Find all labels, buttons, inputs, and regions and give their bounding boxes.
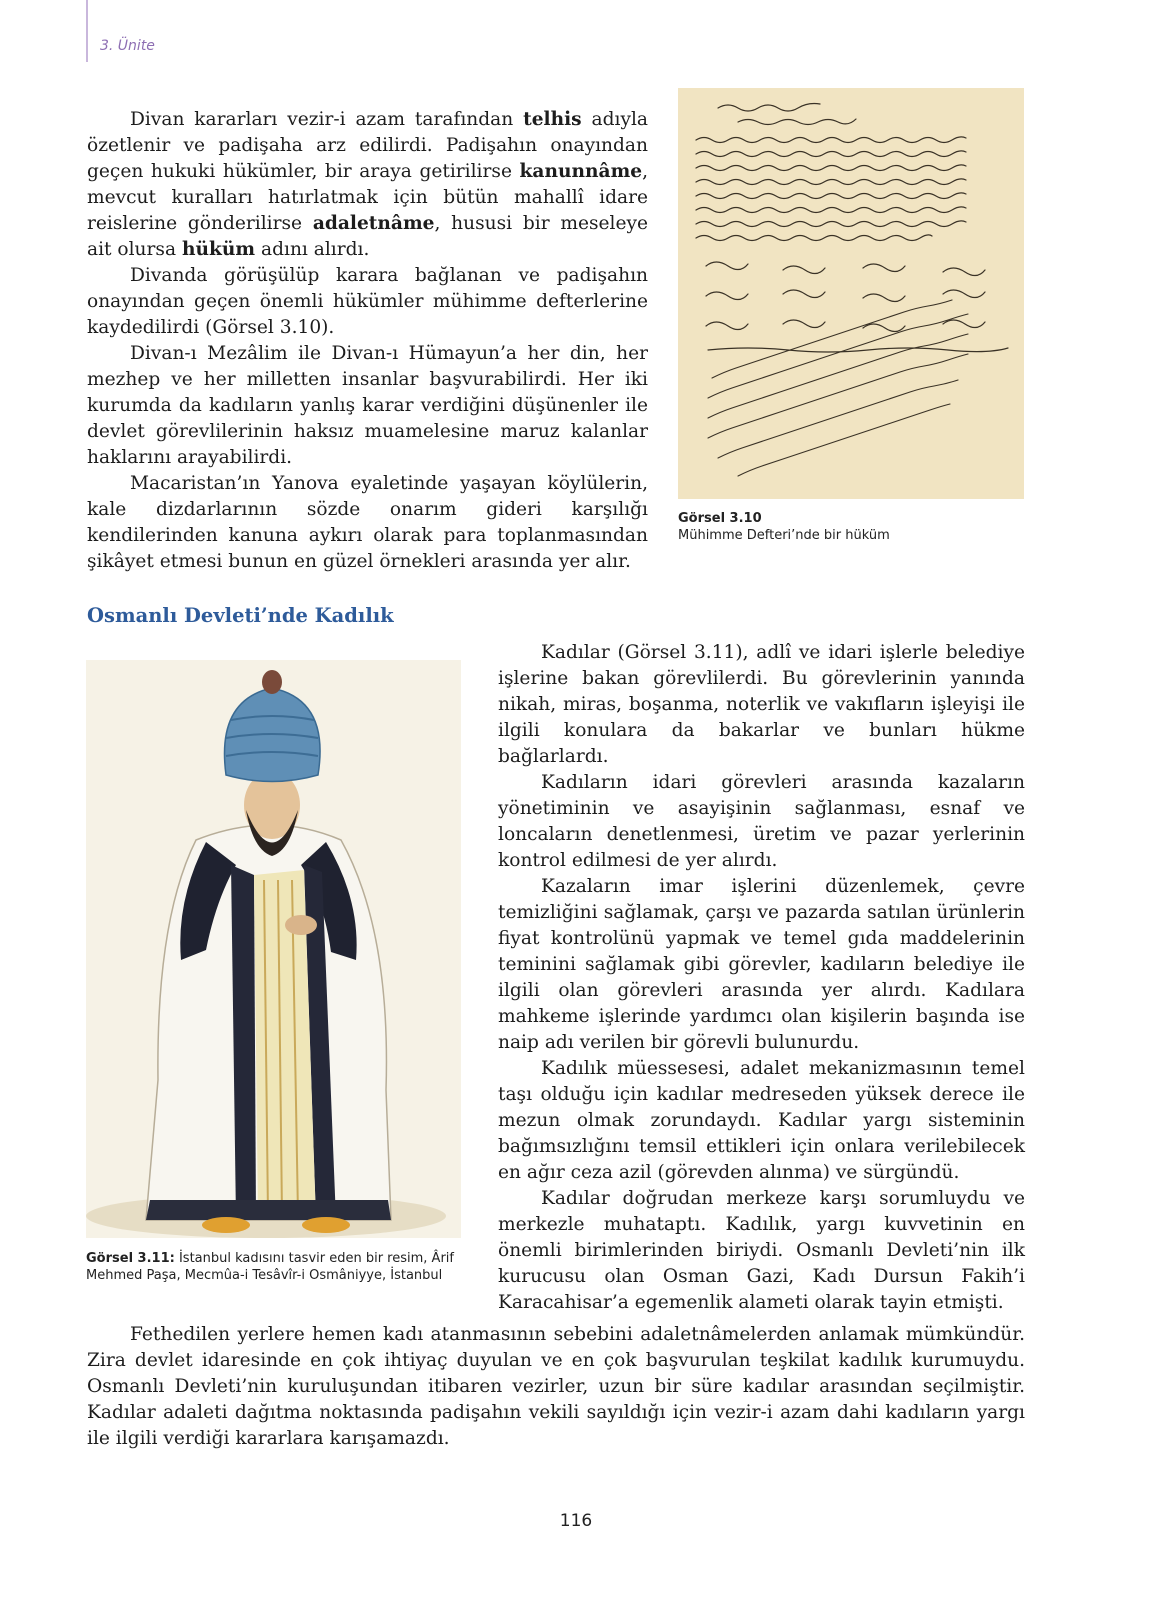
paragraph-merkez: Kadılar doğrudan merkeze karşı sorumluydu ve merkezle muhataptı. Kadılık, yargı kuvvetinin en önemli birimlerinden biriydi. Osmanlı Devleti’nin ilk kurucusu olan Osman Gazi, Kadı Dursun Fakih’i Karacahisar’a egemenlik alameti olarak tayin etmişti. — [498, 1188, 1025, 1313]
page-number: 116 — [559, 1511, 593, 1531]
manuscript-illustration — [678, 88, 1024, 499]
figure-3-10-text: Mühimme Defteri’nde bir hüküm — [678, 528, 890, 543]
figure-3-11-label: Görsel 3.11: — [86, 1251, 175, 1266]
intro-column — [87, 107, 648, 575]
paragraph-muhimme: Divanda görüşülüp karara bağlanan ve padişahın onayından geçen önemli hükümler mühimme defterlerine kaydedilirdi (Görsel 3.10). — [87, 265, 648, 338]
kadi-portrait-image — [86, 660, 461, 1238]
section-title: Osmanlı Devleti’nde Kadılık — [87, 604, 394, 627]
paragraph-imar-isleri: Kazaların imar işlerini düzenlemek, çevre temizliğini sağlamak, çarşı ve pazarda satılan ürünlerin fiyat kontrolünü yapmak ve temel gıda maddelerinin teminini sağlamak gibi görevler, kadıların belediye ile ilgili olan görevleri arasında yer alırdı. Kadılara mahkeme işlerinde yardımcı olan kişilerin başında ise naip adı verilen bir görevli bulunurdu. — [498, 876, 1025, 1053]
paragraph-idari-gorevler: Kadıların idari görevleri arasında kazaların yönetiminin ve asayişinin sağlanması, esnaf ve loncaların denetlenmesi, üretim ve pazar yerlerinin kontrol edilmesi de yer alırdı. — [498, 772, 1025, 871]
paragraph-mezalim: Divan-ı Mezâlim ile Divan-ı Hümayun’a her din, her mezhep ve her milletten insanlar başvurabilirdi. Her iki kurumda da kadıların yanlış karar verdiğini düşünenler ile devlet görevlilerinin haksız muamelesine maruz kalanlar haklarını arayabilirdi. — [87, 343, 648, 468]
manuscript-image — [678, 88, 1024, 499]
figure-3-11-text: İstanbul kadısını tasvir eden bir resim, Ârif Mehmed Paşa, Mecmûa-i Tesâvîr-i Osmâniyye, İstanbul — [86, 1251, 454, 1283]
paragraph-yanova: Macaristan’ın Yanova eyaletinde yaşayan köylülerin, kale dizdarlarının sözde onarım gideri karşılığı kendilerinden kanuna aykırı olarak para toplanmasından şikâyet etmesi bunun en güzel örnekleri arasında yer alır. — [87, 473, 648, 572]
kadilik-column — [498, 640, 1025, 1316]
figure-3-10-caption — [678, 510, 1024, 544]
figure-3-11-caption — [86, 1250, 461, 1284]
term-hukum: hüküm — [181, 239, 256, 260]
unit-label: 3. Ünite — [100, 38, 155, 54]
paragraph-kadilar: Kadılar (Görsel 3.11), adlî ve idari işlerle belediye işlerine bakan görevlilerdi. Bu görevlerinin yanında nikah, miras, boşanma, noterlik ve vakıfların işleyişi ile ilgili konulara da bakarlar ve bunları hükme bağlarlardı. — [498, 642, 1025, 767]
paragraph-divan-kararlari: Divan kararları vezir-i azam tarafından telhis adıyla özetlenir ve padişaha arz edilirdi. Padişahın onayından geçen hukuki hükümler, bir araya getirilirse kanunnâme, mevcut kuralları hatırlatmak için bütün mahallî idare reislerine gönderilirse adaletnâme, hususi bir meseleye ait olursa hüküm adını alırdı. — [87, 109, 648, 260]
paragraph-muessese: Kadılık müessesesi, adalet mekanizmasının temel taşı olduğu için kadılar medreseden yüksek derece ile mezun olmak zorundaydı. Kadılar yargı sisteminin bağımsızlığını temsil ettikleri için onlara verilebilecek en ağır ceza azil (görevden alınma) ve sürgündü. — [498, 1058, 1025, 1183]
kadi-portrait-illustration — [86, 660, 461, 1238]
term-kanunname: kanunnâme — [519, 161, 643, 182]
figure-3-10-label: Görsel 3.10 — [678, 511, 762, 526]
closing-column — [87, 1322, 1025, 1452]
header-rule — [86, 0, 88, 62]
paragraph-fethedilen: Fethedilen yerlere hemen kadı atanmasının sebebini adaletnâmelerden anlamak mümkündür. Zira devlet idaresinde en çok ihtiyaç duyulan ve en çok başvurulan teşkilat kadılık kurumuydu. Osmanlı Devleti’nin kuruluşundan itibaren vezirler, uzun bir süre kadılar arasından seçilmiştir. Kadılar adaleti dağıtma noktasında padişahın vekili sayıldığı için vezir-i azam dahi kadıların yargı ile ilgili verdiği kararlara karışamazdı. — [87, 1324, 1025, 1449]
term-telhis: telhis — [523, 109, 582, 130]
term-adaletname: adaletnâme — [312, 213, 435, 234]
